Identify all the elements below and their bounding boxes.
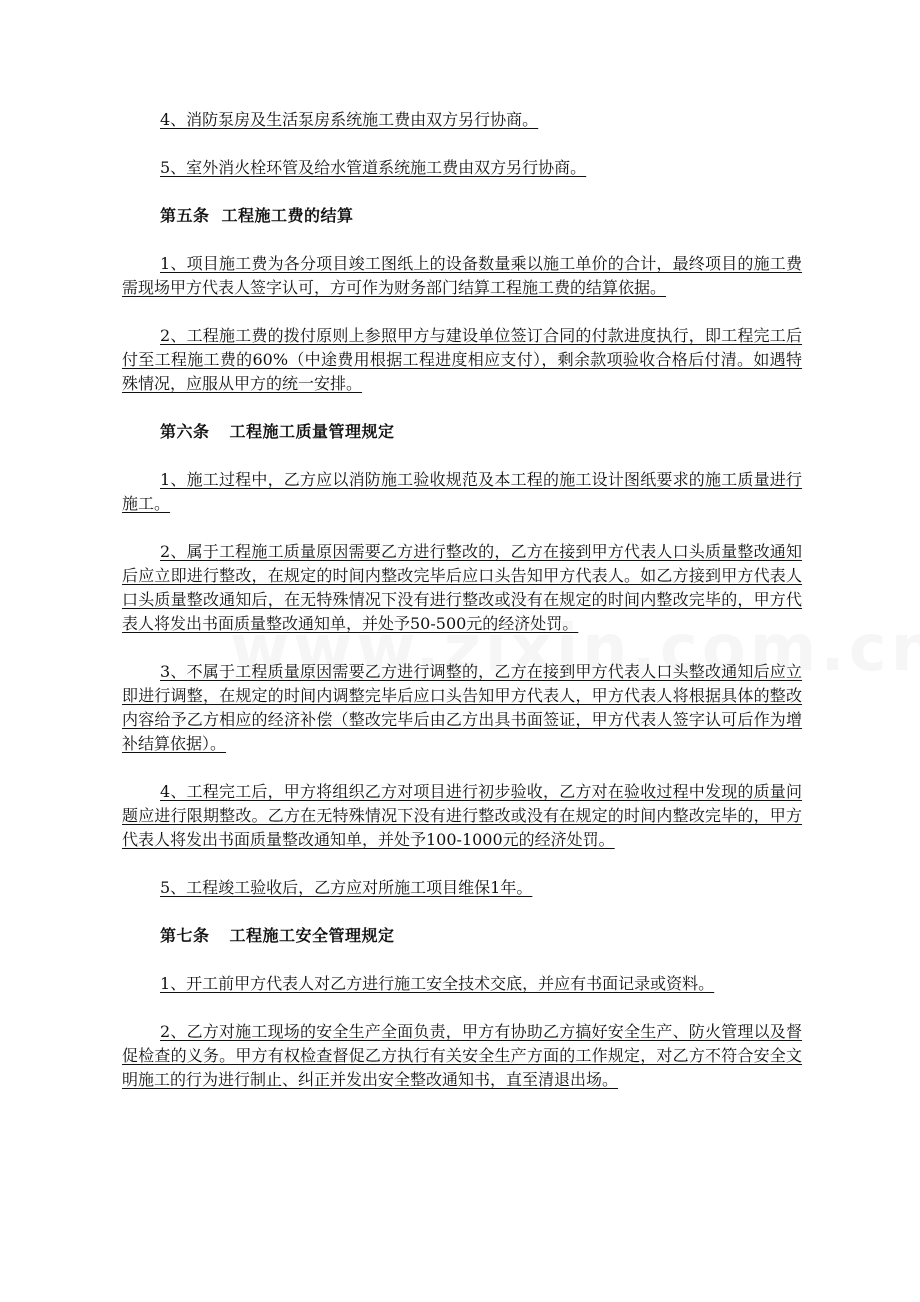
- article-title: 工程施工安全管理规定: [229, 926, 395, 945]
- article-7-heading: [122, 924, 802, 948]
- article-6-item-5: [122, 876, 802, 900]
- clause-text: 1、开工前甲方代表人对乙方进行施工安全技术交底，并应有书面记录或资料。: [160, 974, 715, 993]
- clause-text: 4、消防泵房及生活泵房系统施工费由双方另行协商。: [160, 110, 539, 129]
- clause-text: 3、不属于工程质量原因需要乙方进行调整的，乙方在接到甲方代表人口头整改通知后应立即进行调整，在规定的时间内调整完毕后应口头告知甲方代表人，甲方代表人将根据具体的整改内容给予乙方相应的经济补偿（整改完毕后由乙方出具书面签证，甲方代表人签字认可后作为增补结算依据）。: [122, 662, 802, 753]
- article-6-item-4: [122, 780, 802, 852]
- clause-text: 1、项目施工费为各分项目竣工图纸上的设备数量乘以施工单价的合计，最终项目的施工费需现场甲方代表人签字认可，方可作为财务部门结算工程施工费的结算依据。: [122, 254, 802, 297]
- clause-text: 5、室外消火栓环管及给水管道系统施工费由双方另行协商。: [160, 158, 587, 177]
- clause-text: 1、施工过程中，乙方应以消防施工验收规范及本工程的施工设计图纸要求的施工质量进行施工。: [122, 470, 802, 513]
- clause-4-item-5: [122, 156, 802, 180]
- clause-text: 2、属于工程施工质量原因需要乙方进行整改的，乙方在接到甲方代表人口头质量整改通知后应立即进行整改，在规定的时间内整改完毕后应口头告知甲方代表人。如乙方接到甲方代表人口头质量整改通知后，在无特殊情况下没有进行整改或没有在规定的时间内整改完毕的，甲方代表人将发出书面质量整改通知单，并处予50-500元的经济处罚。: [122, 542, 802, 633]
- clause-4-item-4: [122, 108, 802, 132]
- article-number: 第五条: [160, 206, 210, 225]
- document-body: [122, 108, 802, 1116]
- article-6-item-3: [122, 660, 802, 756]
- article-6-item-2: [122, 540, 802, 636]
- clause-text: 2、乙方对施工现场的安全生产全面负责，甲方有协助乙方搞好安全生产、防火管理以及督促检查的义务。甲方有权检查督促乙方执行有关安全生产方面的工作规定，对乙方不符合安全文明施工的行为进行制止、纠正并发出安全整改通知书，直至清退出场。: [122, 1022, 802, 1089]
- clause-text: 5、工程竣工验收后，乙方应对所施工项目维保1年。: [160, 878, 533, 897]
- article-6-item-1: [122, 468, 802, 516]
- article-title: 工程施工质量管理规定: [229, 422, 395, 441]
- clause-text: 2、工程施工费的拨付原则上参照甲方与建设单位签订合同的付款进度执行，即工程完工后付至工程施工费的60%（中途费用根据工程进度相应支付），剩余款项验收合格后付清。如遇特殊情况，应服从甲方的统一安排。: [122, 326, 802, 393]
- article-title: 工程施工费的结算: [221, 206, 354, 225]
- article-7-item-1: [122, 972, 802, 996]
- article-6-heading: [122, 420, 802, 444]
- article-7-item-2: [122, 1020, 802, 1092]
- article-5-heading: [122, 204, 802, 228]
- article-5-item-2: [122, 324, 802, 396]
- article-number: 第七条: [160, 926, 210, 945]
- article-5-item-1: [122, 252, 802, 300]
- clause-text: 4、工程完工后，甲方将组织乙方对项目进行初步验收，乙方对在验收过程中发现的质量问题应进行限期整改。乙方在无特殊情况下没有进行整改或没有在规定的时间内整改完毕的，甲方代表人将发出书面质量整改通知单，并处予100-1000元的经济处罚。: [122, 782, 802, 849]
- article-number: 第六条: [160, 422, 210, 441]
